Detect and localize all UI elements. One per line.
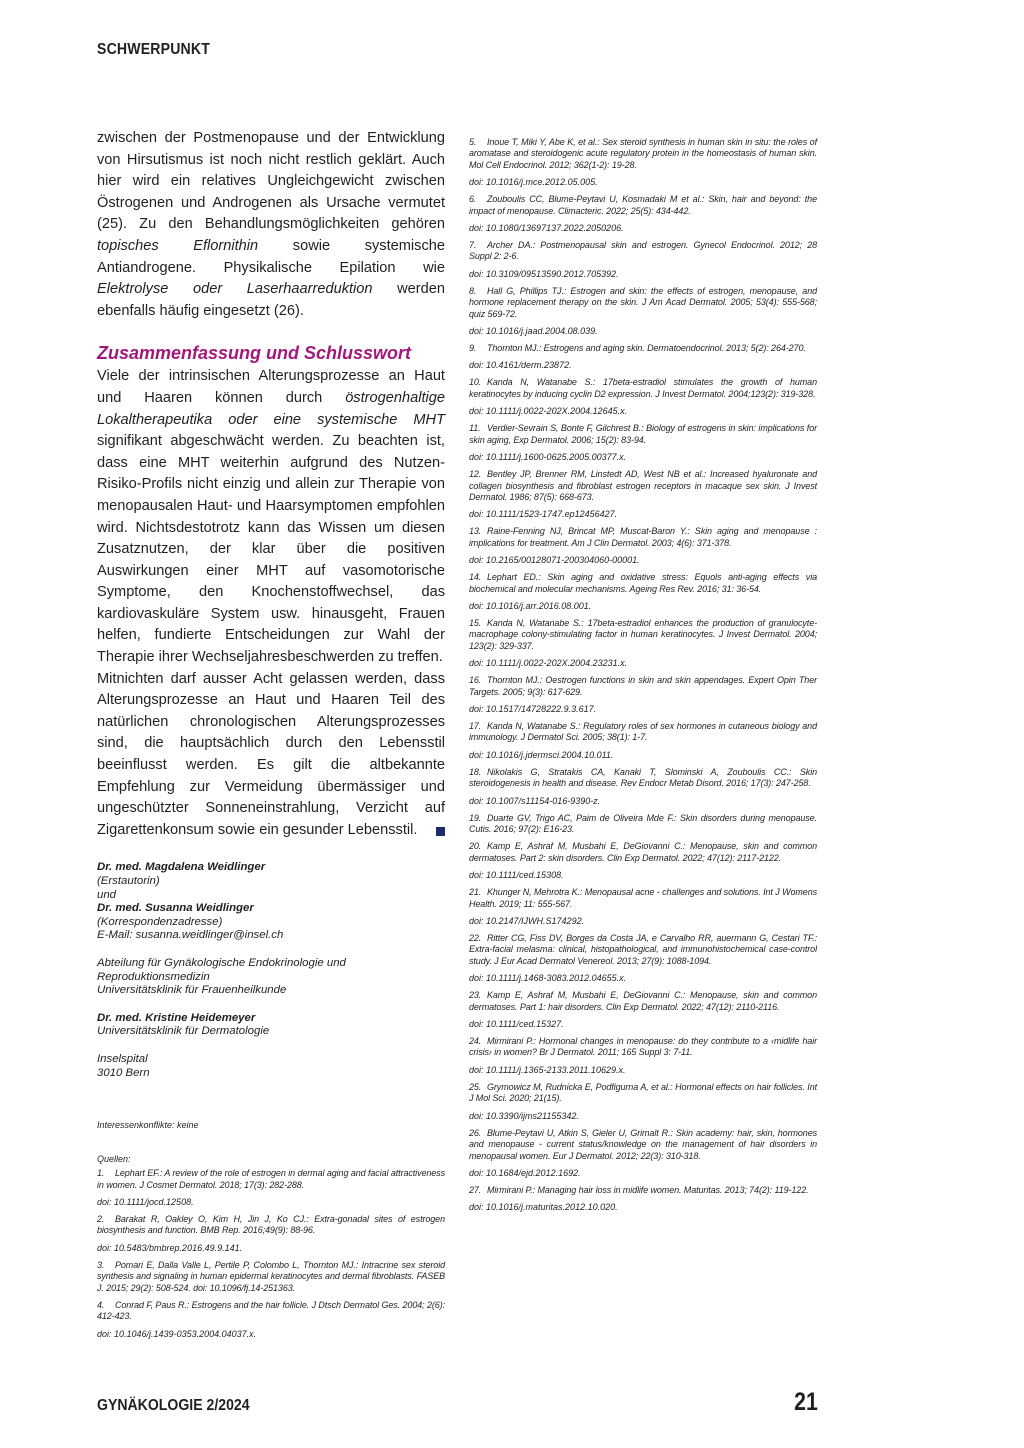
reference-doi[interactable]: doi: 10.1684/ejd.2012.1692. xyxy=(469,1167,581,1178)
journal-issue: GYNÄKOLOGIE 2/2024 xyxy=(97,1397,250,1414)
reference-text: Duarte GV, Trigo AC, Paim de Oliveira Mde F.: Skin disorders during menopause. Cutis. 2016; 97(2): E16-23. xyxy=(469,812,817,834)
reference-entry xyxy=(97,1300,445,1323)
department-1-line-3: Universitätsklinik für Frauenheilkunde xyxy=(97,984,287,997)
reference-text: Blume-Peytavi U, Atkin S, Gieler U, Grimalt R.: Skin academy: hair, skin, hormones and menopause - current status/knowledge on the management of hair disorders in menopausal women. Eur J Dermatol. 2012; 22(3): 310-318. xyxy=(469,1127,817,1161)
reference-number: 12. xyxy=(469,469,482,480)
reference-entry xyxy=(469,675,817,698)
reference-number: 13. xyxy=(469,526,482,537)
reference-doi[interactable]: doi: 10.3390/ijms21155342. xyxy=(469,1110,579,1121)
intro-text-1: zwischen der Postmenopause und der Entwicklung von Hirsutismus ist noch nicht restlich geklärt. Auch hier wird ein relatives Ungleichgewicht zwischen Östrogenen und Androgenen als Ursache vermutet (25). Zu den Behandlungsmöglichkeiten gehören xyxy=(97,130,445,233)
reference-doi[interactable]: doi: 10.1016/j.arr.2016.08.001. xyxy=(469,600,592,611)
reference-number: 23. xyxy=(469,990,482,1001)
reference-entry xyxy=(469,1185,817,1196)
reference-entry xyxy=(469,618,817,652)
page-number: 21 xyxy=(794,1388,818,1416)
left-column xyxy=(97,128,445,1346)
reference-entry xyxy=(469,933,817,967)
references-list-right xyxy=(469,137,817,1213)
author-3-department: Universitätsklinik für Dermatologie xyxy=(97,1025,270,1038)
right-column xyxy=(469,137,817,1219)
reference-text: Bentley JP, Brenner RM, Linstedt AD, West NB et al.: Increased hyaluronate and collagen biosynthesis and fibroblast estrogen receptors in macaque sex skin. J Invest Dermatol. 1986; 87(5): 668-673. xyxy=(469,469,817,502)
reference-doi[interactable]: doi: 10.1080/13697137.2022.2050206. xyxy=(469,223,624,234)
reference-text: Pomari E, Dalla Valle L, Pertile P, Colombo L, Thornton MJ.: Intracrine sex steroid synthesis and signaling in human epidermal keratinocytes and dermal fibroblasts. FASEB J. 2015; 29(2): 508-524. doi: 10.1096/fj.14-251363. xyxy=(97,1259,445,1293)
author-2-role: (Korrespondenzadresse) xyxy=(97,915,223,928)
reference-number: 1. xyxy=(97,1168,105,1179)
reference-entry xyxy=(97,1168,445,1191)
reference-entry xyxy=(469,887,817,910)
author-2-name: Dr. med. Susanna Weidlinger xyxy=(97,902,254,915)
reference-number: 2. xyxy=(97,1213,105,1224)
reference-number: 24. xyxy=(469,1036,482,1047)
reference-entry xyxy=(469,469,817,503)
reference-doi[interactable]: doi: 10.1016/j.mce.2012.05.005. xyxy=(469,177,598,188)
reference-entry xyxy=(469,1036,817,1059)
reference-text: Lephart EF.: A review of the role of estrogen in dermal aging and facial attractiveness in women. J Cosmet Dermatol. 2018; 17(3): 282-288. xyxy=(97,1168,445,1190)
author-conjunction: und xyxy=(97,888,117,901)
reference-number: 9. xyxy=(469,343,477,354)
summary-text-1b: signifikant abgeschwächt werden. Zu beachten ist, dass eine MHT weiterhin aufgrund des Nutzen-Risiko-Profils nicht einzig und allein zur Therapie von menopausalen Haut- und Haarsymptomen empfohlen wird. Nichtsdestotrotz kann das Wissen um diesen Zusatznutzen, der klar über die positiven Auswirkungen einer MHT auf vasomotorische Symptome, den Knochenstoffwechsel, das kardiovaskuläre System usw. hinausgeht, Frauen helfen, fundierte Entscheidungen zur Wahl der Therapie ihrer Wechseljahresbeschwerden zu treffen. xyxy=(97,433,445,666)
reference-entry xyxy=(469,194,817,217)
reference-doi[interactable]: doi: 10.4161/derm.23872. xyxy=(469,360,572,371)
reference-text: Inoue T, Miki Y, Abe K, et al.: Sex steroid synthesis in human skin in situ: the roles of aromatase and steroidogenic acute regulatory protein in the homeostasis of human skin. Mol Cell Endocrinol. 2012; 362(1-2): 19-28. xyxy=(469,137,817,170)
reference-entry xyxy=(469,526,817,549)
reference-number: 21. xyxy=(469,887,482,898)
author-1-name: Dr. med. Magdalena Weidlinger xyxy=(97,861,266,874)
reference-text: Lephart ED.: Skin aging and oxidative stress: Equols anti-aging effects via biochemical and molecular mechanisms. Ageing Res Rev. 2016; 31: 36-54. xyxy=(469,572,817,594)
reference-entry xyxy=(469,1128,817,1162)
reference-entry xyxy=(469,240,817,263)
reference-text: Kanda N, Watanabe S.: 17beta-estradiol enhances the production of granulocyte-macrophage colony-stimulating factor in human keratinocytes. J Invest Dermatol. 2004; 123(2): 329-337. xyxy=(469,617,817,651)
reference-text: Verdier-Sevrain S, Bonte F, Gilchrest B.: Biology of estrogens in skin: implications for skin aging, Exp Dermatol. 2006; 15(2): 83-94. xyxy=(469,423,817,445)
reference-text: Nikolakis G, Stratakis CA, Kanaki T, Slominski A, Zouboulis CC.: Skin steroidogenesis in health and disease. Rev Endocr Metab Disord. 2016; 17(3): 247-258. xyxy=(469,766,817,789)
reference-number: 19. xyxy=(469,812,482,823)
reference-entry xyxy=(469,343,817,354)
reference-doi[interactable]: doi: 10.1111/j.1365-2133.2011.10629.x. xyxy=(469,1064,626,1075)
intro-paragraph xyxy=(97,128,445,322)
reference-text: Ritter CG, Fiss DV, Borges da Costa JA, e Carvalho RR, auermann G, Cestari TF.: Extra-facial melasma: clinical, histopathological, and immunohistochemical case-control study. J Eur Acad Dermatol Venereol. 2013; 27(9): 1088-1094. xyxy=(469,933,817,966)
reference-entry xyxy=(469,721,817,744)
department-1-line-2: Reproduktionsmedizin xyxy=(97,970,210,983)
author-block xyxy=(97,861,445,1080)
reference-entry xyxy=(469,286,817,320)
reference-text: Kanda N, Watanabe S.: Regulatory roles of sex hormones in cutaneous biology and immunology. J Dermatol Sci. 2005; 38(1): 1-7. xyxy=(469,720,817,743)
summary-text-2: Mitnichten darf ausser Acht gelassen werden, dass Alterungsprozesse an Haut und Haaren Teil des natürlichen chronologischen Alterungsprozesses sind, die hauptsächlich durch den Lebensstil beeinflusst werden. Es gilt die altbekannte Empfehlung zur Vermeidung übermässiger und ungeschützter Sonneneinstrahlung, Verzicht auf Zigarettenkonsum sowie ein gesunder Lebensstil. xyxy=(97,670,445,838)
reference-doi[interactable]: doi: 10.1046/j.1439-0353.2004.04037.x. xyxy=(97,1328,257,1339)
references-list-left xyxy=(97,1168,445,1340)
reference-doi[interactable]: doi: 10.1111/j.0022-202X.2004.23231.x. xyxy=(469,658,628,669)
department-1-line-1: Abteilung für Gynäkologische Endokrinologie und xyxy=(97,956,346,969)
reference-text: Mirmirani P.: Hormonal changes in menopause: do they contribute to a ‹midlife hair crisis› in women? Br J Dermatol. 2011; 165 Suppl 3: 7-11. xyxy=(469,1036,817,1058)
reference-text: Kanda N, Watanabe S.: 17beta-estradiol stimulates the growth of human keratinocytes by inducing cyclin D2 expression. J Invest Dermatol. 2004;123(2): 319-328. xyxy=(469,377,817,399)
summary-paragraph-1 xyxy=(97,366,445,668)
reference-entry xyxy=(469,767,817,790)
reference-number: 7. xyxy=(469,240,477,251)
conflicts-statement: Interessenkonflikte: keine xyxy=(97,1120,199,1131)
intro-emphasis-1: topisches Eflornithin xyxy=(97,237,259,254)
reference-number: 17. xyxy=(469,720,482,731)
reference-entry xyxy=(97,1214,445,1237)
reference-text: Zouboulis CC, Blume-Peytavi U, Kosmadaki M et al.: Skin, hair and beyond: the impact of menopause. Climacteric. 2022; 25(5): 434-442. xyxy=(469,194,817,216)
reference-text: Thornton MJ.: Estrogens and aging skin. Dermatoendocrinol. 2013; 5(2): 264-270. xyxy=(487,343,806,354)
section-header: SCHWERPUNKT xyxy=(97,41,211,58)
author-2-email[interactable]: E-Mail: susanna.weidlinger@insel.ch xyxy=(97,929,284,942)
reference-entry xyxy=(97,1260,445,1294)
reference-text: Barakat R, Oakley O, Kim H, Jin J, Ko CJ.: Extra-gonadal sites of estrogen biosynthesis and function. BMB Rep. 2016;49(9): 88-96. xyxy=(97,1213,445,1236)
summary-emphasis: östrogenhaltige Lokaltherapeutika oder eine systemische MHT xyxy=(97,389,445,428)
reference-text: Thornton MJ.: Oestrogen functions in skin and skin appendages. Expert Opin Ther Targets. 2005; 9(3): 617-629. xyxy=(469,675,817,697)
reference-doi[interactable]: doi: 10.1016/j.jaad.2004.08.039. xyxy=(469,326,598,337)
author-3-name: Dr. med. Kristine Heidemeyer xyxy=(97,1011,256,1024)
reference-entry xyxy=(469,377,817,400)
reference-doi[interactable]: doi: 10.1517/14728222.9.3.617. xyxy=(469,703,597,714)
summary-text-1a: Viele der intrinsischen Alterungsprozesse an Haut und Haaren können durch xyxy=(97,368,445,406)
reference-number: 22. xyxy=(469,933,482,944)
address-line-1: Inselspital xyxy=(97,1052,148,1065)
reference-text: Raine-Fenning NJ, Brincat MP, Muscat-Baron Y.: Skin aging and menopause : implications for treatment. Am J Clin Dermatol. 2003; 4(6): 371-378. xyxy=(469,526,817,548)
reference-doi[interactable]: doi: 10.5483/bmbrep.2016.49.9.141. xyxy=(97,1242,243,1253)
reference-text: Conrad F, Paus R.: Estrogens and the hair follicle. J Dtsch Dermatol Ges. 2004; 2(6): 412-423. xyxy=(97,1299,445,1322)
reference-number: 15. xyxy=(469,617,482,628)
reference-text: Kamp E, Ashraf M, Musbahi E, DeGiovanni C.: Menopause, skin and common dermatoses. Part 1: hair disorders. Clin Exp Dermatol. 2022; 47(12): 2110-2116. xyxy=(469,990,817,1012)
summary-paragraph-2 xyxy=(97,669,445,842)
reference-doi[interactable]: doi: 10.1111/jocd.12508. xyxy=(97,1196,194,1207)
intro-text-3: werden ebenfalls häufig eingesetzt (26). xyxy=(97,281,445,319)
intro-text-2: sowie systemische Antiandrogene. Physikalische Epilation wie xyxy=(97,237,445,276)
end-of-article-mark xyxy=(436,827,445,836)
reference-doi[interactable]: doi: 10.1007/s11154-016-9390-z. xyxy=(469,795,601,806)
reference-number: 4. xyxy=(97,1299,105,1310)
reference-entry xyxy=(469,572,817,595)
reference-number: 25. xyxy=(469,1081,482,1092)
reference-doi[interactable]: doi: 10.1111/j.1600-0625.2005.00377.x. xyxy=(469,452,627,463)
reference-number: 20. xyxy=(469,841,482,852)
reference-doi[interactable]: doi: 10.1111/ced.15308. xyxy=(469,870,564,881)
reference-text: Khunger N, Mehrotra K.: Menopausal acne - challenges and solutions. Int J Womens Health. 2019; 11: 555-567. xyxy=(469,887,817,909)
reference-doi[interactable]: doi: 10.1016/j.maturitas.2012.10.020. xyxy=(469,1202,618,1213)
intro-emphasis-2: Elektrolyse oder Laserhaarreduktion xyxy=(97,281,373,298)
reference-doi[interactable]: doi: 10.1111/1523-1747.ep12456427. xyxy=(469,509,618,520)
reference-entry xyxy=(469,841,817,864)
reference-entry xyxy=(469,990,817,1013)
reference-text: Hall G, Phillips TJ.: Estrogen and skin: the effects of estrogen, menopause, and hormone replacement therapy on the skin. J Am Acad Dermatol. 2005; 53(4): 555-568; quiz 569-72. xyxy=(469,285,817,319)
summary-heading: Zusammenfassung und Schlusswort xyxy=(97,343,412,364)
address-line-2: 3010 Bern xyxy=(97,1066,150,1079)
reference-entry xyxy=(469,813,817,836)
reference-entry xyxy=(469,423,817,446)
reference-text: Archer DA.: Postmenopausal skin and estrogen. Gynecol Endocrinol. 2012; 28 Suppl 2: 2-6. xyxy=(469,240,817,262)
reference-entry xyxy=(469,137,817,171)
reference-number: 26. xyxy=(469,1127,482,1138)
reference-doi[interactable]: doi: 10.1016/j.jdermsci.2004.10.011. xyxy=(469,749,614,760)
reference-number: 18. xyxy=(469,766,482,777)
reference-number: 11. xyxy=(469,423,481,434)
reference-number: 6. xyxy=(469,194,477,205)
reference-doi[interactable]: doi: 10.3109/09513590.2012.705392. xyxy=(469,268,619,279)
reference-doi[interactable]: doi: 10.1111/j.1468-3083.2012.04655.x. xyxy=(469,973,627,984)
reference-entry xyxy=(469,1082,817,1105)
reference-text: Kamp E, Ashraf M, Musbahi E, DeGiovanni C.: Menopause, skin and common dermatoses. Part 2: skin disorders. Clin Exp Dermatol. 2022; 47(12): 2117-2122. xyxy=(469,841,817,863)
reference-text: Mirmirani P.: Managing hair loss in midlife women. Maturitas. 2013; 74(2): 119-122. xyxy=(487,1184,809,1195)
reference-number: 3. xyxy=(97,1259,105,1270)
reference-doi[interactable]: doi: 10.2147/IJWH.S174292. xyxy=(469,916,585,927)
reference-number: 8. xyxy=(469,285,477,296)
reference-doi[interactable]: doi: 10.2165/00128071-200304060-00001. xyxy=(469,555,640,566)
reference-text: Grymowicz M, Rudnicka E, Podfigurna A, et al.: Hormonal effects on hair follicles. Int J Mol Sci. 2020; 21(15). xyxy=(469,1081,817,1104)
reference-number: 14. xyxy=(469,572,482,583)
references-label: Quellen: xyxy=(97,1154,131,1165)
reference-doi[interactable]: doi: 10.1111/ced.15327. xyxy=(469,1019,564,1030)
reference-number: 5. xyxy=(469,137,477,147)
reference-number: 16. xyxy=(469,675,482,686)
reference-number: 27. xyxy=(469,1184,482,1195)
reference-doi[interactable]: doi: 10.1111/j.0022-202X.2004.12645.x. xyxy=(469,406,628,417)
reference-number: 10. xyxy=(469,377,482,388)
author-1-role: (Erstautorin) xyxy=(97,875,160,887)
